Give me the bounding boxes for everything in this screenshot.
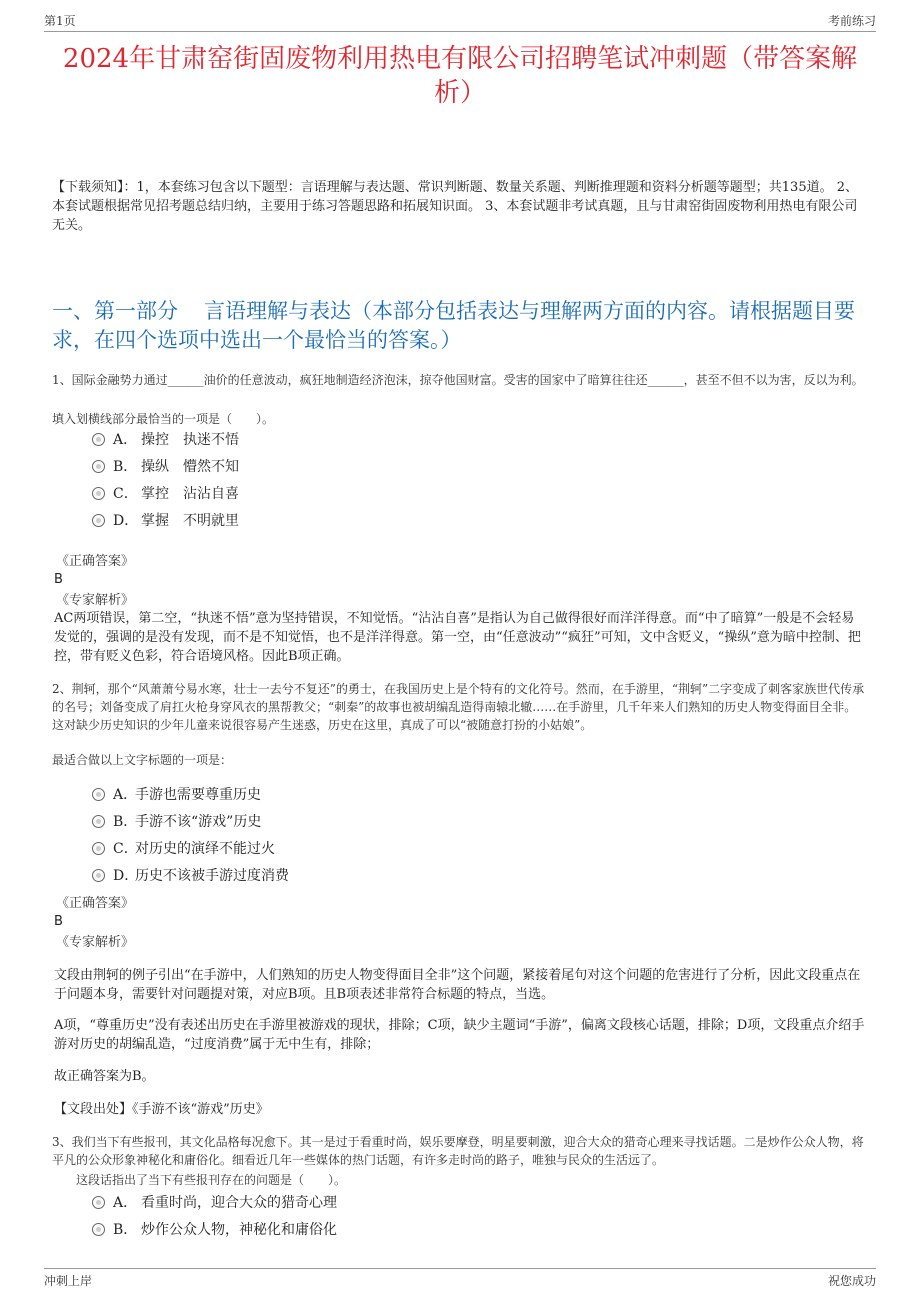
q3-stem: 3、我们当下有些报刊，其文化品格每况愈下。其一是过于看重时尚，娱乐要摩登，明星要刺激，迎合大众的猎奇心理来寻找话题。二是炒作公众人物，将平凡的公众形象神秘化和庸俗化。细看近几年一些媒体的热门话题，有许多走时尚的路子，唯独与民众的生活远了。	[52, 1135, 864, 1167]
q1-answer-label: 《正确答案》	[56, 554, 135, 569]
q1-option-a[interactable]: A． 操控 执迷不悟	[92, 430, 239, 450]
radio-icon[interactable]	[92, 1223, 105, 1236]
radio-icon[interactable]	[92, 433, 105, 446]
footer-right-text: 祝您成功	[827, 1274, 876, 1288]
q1-option-b[interactable]: B． 操纵 懵然不知	[92, 457, 239, 477]
radio-icon[interactable]	[92, 487, 105, 500]
document-title: 2024年甘肃窑街固废物利用热电有限公司招聘笔试冲刺题（带答案解析）	[62, 44, 858, 108]
q1-stem: 1、国际金融势力通过______油价的任意波动，疯狂地制造经济泡沫，掠夺他国财富。受害的国家中了暗算往往还______，甚至不但不以为害，反以为利。	[52, 373, 864, 387]
q2-stem: 2、荆轲，那个“风萧萧兮易水寒，壮士一去兮不复还”的勇士，在我国历史上是个特有的文化符号。然而，在手游里，“荆轲”二字变成了刺客家族世代传承的名号；刘备变成了肩扛火枪身穿风衣的黑帮教父；“刺秦”的故事也被胡编乱造得南辕北辙……在手游里，几千年来人们熟知的历史人物变得面目全非。这对缺少历史知识的少年儿童来说很容易产生迷惑，历史在这里，真成了可以“被随意打扮的小姑娘”。	[52, 682, 865, 732]
q2-option-d[interactable]: D．历史不该被手游过度消费	[92, 866, 289, 886]
q3-option-a[interactable]: A． 看重时尚，迎合大众的猎奇心理	[92, 1193, 337, 1213]
q2-prompt: 最适合做以上文字标题的一项是：	[52, 753, 233, 767]
section-number: 一、第一部分	[52, 299, 178, 323]
footer-left-text: 冲刺上岸	[44, 1274, 93, 1288]
radio-icon[interactable]	[92, 815, 105, 828]
footer-rule	[44, 1268, 876, 1269]
q2-option-b[interactable]: B．手游不该“游戏”历史	[92, 812, 261, 832]
q2-answer-label: 《正确答案》	[56, 896, 135, 911]
page-number: 第1页	[44, 14, 76, 28]
header-rule	[44, 31, 876, 32]
q1-analysis: AC两项错误，第二空，“执迷不悟”意为坚持错误，不知觉悟。“沾沾自喜”是指认为自己做得很好而洋洋得意。而“中了暗算”一般是不会轻易发觉的，强调的是没有发现，而不是不知觉悟，也不是洋洋得意。第一空，由“任意波动”“疯狂”可知，文中含贬义，“操纵”意为暗中控制、把控，带有贬义色彩，符合语境风格。因此B项正确。	[54, 611, 861, 664]
q2-analysis-paragraph: A项，“尊重历史”没有表述出历史在手游里被游戏的现状，排除；C项，缺少主题词“手游”，偏离文段核心话题，排除；D项，文段重点介绍手游对历史的胡编乱造，“过度消费”属于无中生有，排除；	[54, 1018, 865, 1052]
q1-prompt: 填入划横线部分最恰当的一项是（ ）。	[52, 412, 275, 426]
q2-analysis-label: 《专家解析》	[56, 935, 135, 950]
q2-option-a[interactable]: A．手游也需要尊重历史	[92, 785, 261, 805]
radio-icon[interactable]	[92, 460, 105, 473]
radio-icon[interactable]	[92, 514, 105, 527]
section-heading	[52, 297, 866, 355]
q1-answer: B	[54, 572, 63, 587]
radio-icon[interactable]	[92, 788, 105, 801]
radio-icon[interactable]	[92, 1196, 105, 1209]
q3-prompt: 这段话指出了当下有些报刊存在的问题是（ ）。	[76, 1173, 347, 1187]
q3-option-b[interactable]: B． 炒作公众人物，神秘化和庸俗化	[92, 1220, 337, 1240]
radio-icon[interactable]	[92, 869, 105, 882]
q2-option-c[interactable]: C．对历史的演绎不能过火	[92, 839, 275, 859]
header-label: 考前练习	[827, 14, 876, 28]
radio-icon[interactable]	[92, 842, 105, 855]
q2-analysis-paragraph: 文段由荆轲的例子引出“在手游中，人们熟知的历史人物变得面目全非”这个问题，紧接着尾句对这个问题的危害进行了分析，因此文段重点在于问题本身，需要针对问题提对策，对应B项。且B项表述非常符合标题的特点，当选。	[54, 968, 861, 1002]
q1-option-c[interactable]: C． 掌控 沾沾自喜	[92, 484, 239, 504]
section-text: 言语理解与表达（本部分包括表达与理解两方面的内容。请根据题目要求，在四个选项中选出一个最恰当的答案。）	[52, 299, 855, 352]
q1-analysis-label: 《专家解析》	[56, 593, 135, 608]
download-notice: 【下载须知】：1，本套练习包含以下题型：言语理解与表达题、常识判断题、数量关系题、判断推理题和资料分析题等题型；共135道。 2、本套试题根据常见招考题总结归纳，主要用于练习答题思路和拓展知识面。 3、本套试题非考试真题，且与甘肃窑街固废物利用热电有限公司无关。	[52, 180, 858, 233]
q2-source: 【文段出处】《手游不该“游戏”历史》	[54, 1102, 269, 1117]
q1-option-d[interactable]: D． 掌握 不明就里	[92, 511, 239, 531]
page-header	[44, 12, 876, 32]
q2-answer: B	[54, 914, 63, 929]
q2-conclusion: 故正确答案为B。	[54, 1069, 155, 1084]
